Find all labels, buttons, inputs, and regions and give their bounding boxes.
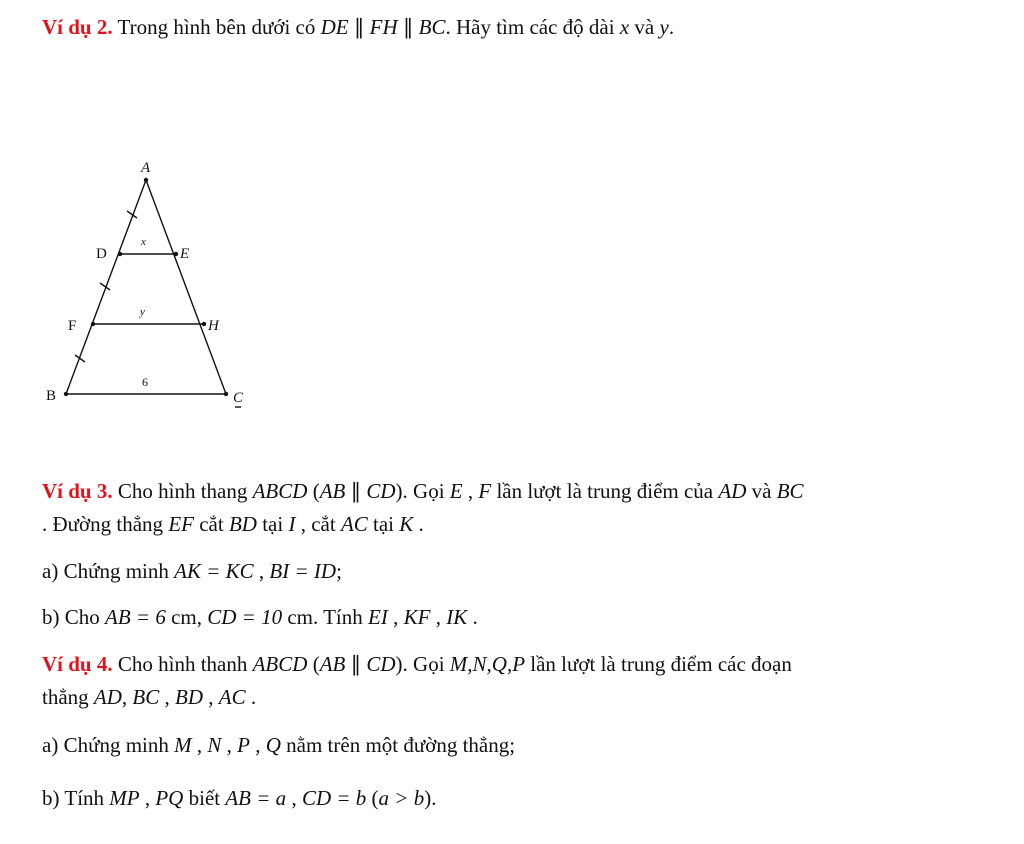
math-ABCD: ABCD xyxy=(252,479,308,503)
text: Trong hình bên dưới có xyxy=(112,15,321,39)
triangle-figure xyxy=(30,150,270,420)
math-BC: BC xyxy=(132,685,160,709)
text: và xyxy=(629,15,660,39)
text: , xyxy=(203,685,219,709)
math-EF: EF xyxy=(168,512,194,536)
parallel-symbol: ∥ xyxy=(397,15,419,39)
text: a) Chứng minh xyxy=(42,559,175,583)
text: , xyxy=(159,685,175,709)
math-DE: DE xyxy=(320,15,349,39)
text: . xyxy=(245,685,257,709)
math-IK: IK xyxy=(446,605,468,629)
text: , xyxy=(121,685,133,709)
math-AB: AB xyxy=(319,652,346,676)
math-BC: BC xyxy=(418,15,446,39)
point-C xyxy=(224,392,228,396)
text: Cho hình thang xyxy=(112,479,253,503)
math-EI: EI xyxy=(368,605,388,629)
math-K: K xyxy=(399,512,414,536)
text: , xyxy=(191,733,208,757)
text: . Gọi xyxy=(402,479,450,503)
math-CD-eq-10: CD = 10 xyxy=(207,605,283,629)
label-H: H xyxy=(208,318,219,334)
parallel-symbol: ∥ xyxy=(345,652,367,676)
text: , xyxy=(430,605,447,629)
label-B: B xyxy=(46,388,57,404)
text: ) xyxy=(395,652,403,676)
text: a) Chứng minh xyxy=(42,733,175,757)
math-MP: MP xyxy=(109,786,140,810)
text: ; xyxy=(336,559,342,583)
text: . xyxy=(668,15,675,39)
math-PQ: PQ xyxy=(155,786,184,810)
text: thẳng xyxy=(42,685,94,709)
text: cắt xyxy=(193,512,229,536)
example-3-statement-line2 xyxy=(42,511,424,537)
text: , xyxy=(249,733,266,757)
text: nằm trên một đường thẳng; xyxy=(280,733,516,757)
math-AK-eq-KC: AK = KC xyxy=(174,559,254,583)
text: lần lượt là trung điểm của xyxy=(491,479,719,503)
text: biết xyxy=(183,786,226,810)
example-4-statement-line2 xyxy=(42,684,256,710)
text: b) Cho xyxy=(42,605,105,629)
example-4-label: Ví dụ 4. xyxy=(42,652,113,676)
text: . Đường thẳng xyxy=(42,512,169,536)
label-D: D xyxy=(96,246,107,262)
math-AD: AD xyxy=(718,479,747,503)
text: ( xyxy=(307,652,320,676)
side-AC xyxy=(146,180,226,394)
label-F: F xyxy=(68,318,77,334)
math-KF: KF xyxy=(403,605,431,629)
math-M: M xyxy=(174,733,192,757)
text: , xyxy=(462,479,479,503)
text: và xyxy=(746,479,777,503)
math-CD: CD xyxy=(366,479,396,503)
text: . xyxy=(467,605,478,629)
text: b) Tính xyxy=(42,786,110,810)
text: , xyxy=(253,559,270,583)
math-CD: CD xyxy=(366,652,396,676)
text: . Gọi xyxy=(402,652,450,676)
math-y: y xyxy=(659,15,669,39)
math-AD: AD xyxy=(93,685,122,709)
math-x: x xyxy=(619,15,630,39)
math-AC: AC xyxy=(218,685,246,709)
example-3-statement-line1 xyxy=(42,478,804,504)
label-A: A xyxy=(141,160,151,176)
label-C: C xyxy=(233,390,244,406)
math-FH: FH xyxy=(369,15,398,39)
point-H xyxy=(202,322,206,326)
parallel-symbol: ∥ xyxy=(348,15,370,39)
math-I: I xyxy=(288,512,296,536)
math-Q: Q xyxy=(265,733,281,757)
example-4-part-a xyxy=(42,732,515,758)
math-BI-eq-ID: BI = ID xyxy=(269,559,337,583)
math-a-gt-b: a > b xyxy=(378,786,425,810)
label-6: 6 xyxy=(142,375,148,389)
math-AB: AB xyxy=(319,479,346,503)
text: , xyxy=(139,786,156,810)
point-E xyxy=(174,252,178,256)
text: . xyxy=(413,512,424,536)
paren: ( xyxy=(366,786,379,810)
text: , xyxy=(286,786,302,810)
text: Cho hình thanh xyxy=(112,652,253,676)
text: lần lượt là trung điểm các đoạn xyxy=(525,652,792,676)
point-A xyxy=(144,178,148,182)
parallel-symbol: ∥ xyxy=(345,479,367,503)
math-BC: BC xyxy=(776,479,804,503)
math-CD-eq-b: CD = b xyxy=(301,786,367,810)
text: , cắt xyxy=(295,512,341,536)
paren: ) xyxy=(424,786,432,810)
math-E: E xyxy=(449,479,463,503)
example-4-statement-line1 xyxy=(42,651,792,677)
point-F xyxy=(91,322,95,326)
example-2-statement xyxy=(42,14,674,40)
math-MNQP: M,N,Q,P xyxy=(449,652,526,676)
text: ( xyxy=(307,479,320,503)
text: , xyxy=(221,733,238,757)
math-ABCD: ABCD xyxy=(252,652,308,676)
math-N: N xyxy=(207,733,222,757)
example-2-label: Ví dụ 2. xyxy=(42,15,113,39)
example-3-part-b xyxy=(42,604,478,630)
text: tại xyxy=(367,512,400,536)
point-B xyxy=(64,392,68,396)
math-BD: BD xyxy=(175,685,203,709)
math-AB-eq-6: AB = 6 xyxy=(105,605,166,629)
label-E: E xyxy=(180,246,190,262)
text: cm, xyxy=(165,605,208,629)
math-F: F xyxy=(478,479,492,503)
math-AC: AC xyxy=(340,512,368,536)
math-AB-eq-a: AB = a xyxy=(225,786,287,810)
label-x: x xyxy=(141,236,146,248)
example-3-label: Ví dụ 3. xyxy=(42,479,113,503)
text: , xyxy=(387,605,404,629)
math-P: P xyxy=(237,733,250,757)
text: ) xyxy=(395,479,403,503)
label-y: y xyxy=(140,306,145,318)
point-D xyxy=(118,252,122,256)
text: tại xyxy=(256,512,289,536)
text: . xyxy=(431,786,437,810)
math-BD: BD xyxy=(228,512,257,536)
text: cm. Tính xyxy=(282,605,369,629)
example-3-part-a xyxy=(42,558,342,584)
example-4-part-b xyxy=(42,785,436,811)
text: . Hãy tìm các độ dài xyxy=(445,15,620,39)
